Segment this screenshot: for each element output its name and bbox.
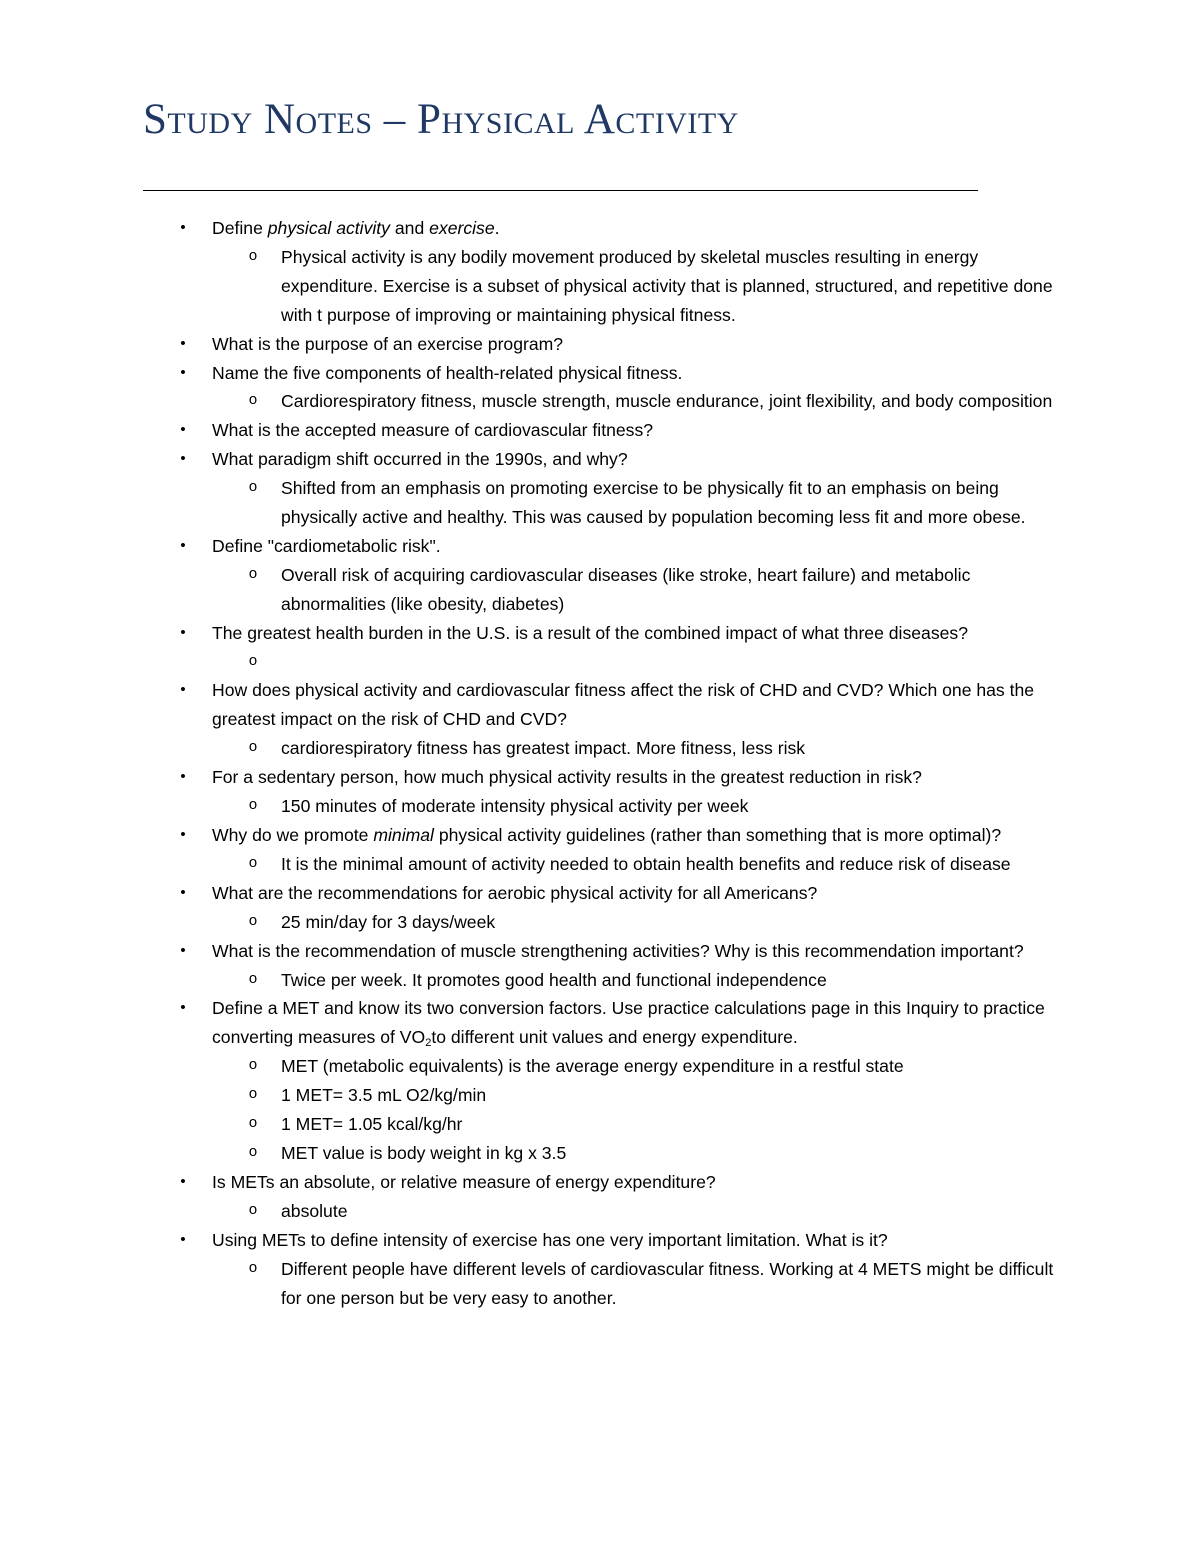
question-text-part: physical activity guidelines (rather than something that is more optimal)? (433, 825, 1002, 846)
answer-list (212, 734, 1078, 763)
bullet-icon: • (180, 1172, 186, 1190)
answer-item (210, 243, 1078, 330)
answer-text: Shifted from an emphasis on promoting exercise to be physically fit to an emphasis on being physically active and healthy. This was caused by population becoming less fit and more obese. (281, 478, 1026, 528)
question-item (143, 445, 1078, 532)
answer-item (210, 1255, 1078, 1313)
answer-list (212, 648, 1078, 677)
bullet-icon: • (180, 1230, 186, 1248)
question-item (143, 214, 1078, 330)
answer-list (212, 561, 1078, 619)
question-list-container (143, 214, 1078, 1312)
sub-bullet-icon: o (248, 970, 258, 988)
answer-item (210, 1197, 1078, 1226)
question-text: What is the accepted measure of cardiovascular fitness? (212, 420, 654, 441)
sub-bullet-icon: o (248, 1086, 258, 1104)
answer-item (210, 1110, 1078, 1139)
answer-item (210, 850, 1078, 879)
answer-text: MET (metabolic equivalents) is the average energy expenditure in a restful state (281, 1056, 904, 1077)
answer-text: It is the minimal amount of activity needed to obtain health benefits and reduce risk of disease (281, 853, 1011, 874)
question-item (143, 330, 1078, 359)
answer-item (210, 387, 1078, 416)
sub-bullet-icon: o (248, 797, 258, 815)
answer-item (210, 1139, 1078, 1168)
answer-item (210, 561, 1078, 619)
sub-bullet-icon: o (248, 1057, 258, 1075)
sub-bullet-icon: o (248, 1201, 258, 1219)
answer-item (210, 648, 1078, 677)
bullet-icon: • (180, 450, 186, 468)
answer-text: 1 MET= 1.05 kcal/kg/hr (281, 1114, 463, 1135)
question-text-part: Why do we promote (212, 825, 374, 846)
answer-text: MET value is body weight in kg x 3.5 (281, 1142, 567, 1163)
answer-item (210, 1052, 1078, 1081)
sub-bullet-icon: o (248, 247, 258, 265)
question-emphasis: minimal (373, 825, 434, 846)
question-item (143, 994, 1078, 1167)
answer-list (212, 792, 1078, 821)
answer-text: cardiorespiratory fitness has greatest impact. More fitness, less risk (281, 738, 806, 759)
question-item (143, 359, 1078, 417)
bullet-icon: • (180, 826, 186, 844)
answer-text: Cardiorespiratory fitness, muscle strength, muscle endurance, joint flexibility, and body composition (281, 391, 1053, 412)
answer-list (212, 387, 1078, 416)
question-item (143, 1168, 1078, 1226)
answer-text: Twice per week. It promotes good health and functional independence (281, 969, 827, 990)
answer-item (210, 792, 1078, 821)
sub-bullet-icon: o (248, 1259, 258, 1277)
question-text: For a sedentary person, how much physical activity results in the greatest reduction in risk? (212, 767, 922, 788)
question-list (143, 214, 1078, 1312)
answer-list (212, 1255, 1078, 1313)
bullet-icon: • (180, 681, 186, 699)
answer-text: 150 minutes of moderate intensity physical activity per week (281, 796, 749, 817)
question-text-part: Define a MET and know its two conversion factors. Use practice calculations page in this Inquiry to practice converting measures of VO (212, 998, 1045, 1048)
question-text-part: to different unit values and energy expenditure. (431, 1027, 798, 1048)
sub-bullet-icon: o (248, 565, 258, 583)
answer-list (212, 850, 1078, 879)
question-text-part: . (494, 218, 500, 238)
question-emphasis: physical activity (267, 218, 390, 238)
answer-list (212, 908, 1078, 937)
sub-bullet-icon: o (248, 1143, 258, 1161)
page-title: Study Notes – Physical Activity (143, 96, 739, 143)
question-item (143, 763, 1078, 821)
title-divider (143, 190, 978, 191)
bullet-icon: • (180, 941, 186, 959)
bullet-icon: • (180, 536, 186, 554)
answer-item (210, 1081, 1078, 1110)
answer-list (212, 474, 1078, 532)
question-text: Is METs an absolute, or relative measure of energy expenditure? (212, 1171, 716, 1192)
sub-bullet-icon: o (248, 912, 258, 930)
answer-item (210, 734, 1078, 763)
sub-bullet-icon: o (248, 1115, 258, 1133)
question-text: What are the recommendations for aerobic physical activity for all Americans? (212, 882, 818, 903)
question-text (212, 825, 1001, 845)
answer-list (212, 1052, 1078, 1168)
answer-list (212, 966, 1078, 995)
answer-item (210, 474, 1078, 532)
question-text: What is the purpose of an exercise program? (212, 333, 564, 354)
answer-text: Overall risk of acquiring cardiovascular diseases (like stroke, heart failure) and metabolic abnormalities (like obesity, diabetes) (281, 564, 971, 614)
question-text: Define "cardiometabolic risk". (212, 535, 441, 556)
sub-bullet-icon: o (248, 392, 258, 410)
answer-list (212, 243, 1078, 330)
bullet-icon: • (180, 623, 186, 641)
question-item (143, 676, 1078, 763)
answer-text: Different people have different levels of cardiovascular fitness. Working at 4 METS might be difficult for one person but be very easy to another. (281, 1258, 1054, 1308)
question-text: What is the recommendation of muscle strengthening activities? Why is this recommendation important? (212, 940, 1024, 961)
bullet-icon: • (180, 768, 186, 786)
question-item (143, 937, 1078, 995)
question-item (143, 1226, 1078, 1313)
bullet-icon: • (180, 883, 186, 901)
question-item (143, 619, 1078, 677)
bullet-icon: • (180, 999, 186, 1017)
question-item (143, 821, 1078, 879)
question-text (212, 218, 500, 238)
question-text: How does physical activity and cardiovascular fitness affect the risk of CHD and CVD? Which one has the greatest impact on the risk of CHD and CVD? (212, 680, 1035, 730)
question-text: The greatest health burden in the U.S. is a result of the combined impact of what three diseases? (212, 622, 968, 643)
question-text: Using METs to define intensity of exercise has one very important limitation. What is it? (212, 1229, 888, 1250)
bullet-icon: • (180, 421, 186, 439)
sub-bullet-icon: o (248, 479, 258, 497)
sub-bullet-icon: o (248, 739, 258, 757)
sub-bullet-icon: o (248, 854, 258, 872)
question-text-part: and (389, 218, 430, 238)
question-text: Name the five components of health-related physical fitness. (212, 362, 683, 383)
answer-text: 25 min/day for 3 days/week (281, 911, 496, 932)
question-text: What paradigm shift occurred in the 1990s, and why? (212, 449, 628, 470)
sub-bullet-icon: o (248, 652, 258, 670)
answer-list (212, 1197, 1078, 1226)
question-item (143, 416, 1078, 445)
question-item (143, 532, 1078, 619)
answer-text: Physical activity is any bodily movement produced by skeletal muscles resulting in energy expenditure. Exercise is a subset of physical activity that is planned, structured, and repetitive done with t purpose of improving or maintaining physical fitness. (281, 246, 1053, 325)
bullet-icon: • (180, 334, 186, 352)
question-text (212, 998, 1045, 1050)
bullet-icon: • (180, 219, 186, 236)
answer-item (210, 966, 1078, 995)
subscript: 2 (425, 1037, 432, 1050)
answer-text: absolute (281, 1200, 348, 1221)
question-text-part: Define (212, 218, 268, 238)
bullet-icon: • (180, 363, 186, 381)
answer-item (210, 908, 1078, 937)
question-item (143, 879, 1078, 937)
question-emphasis: exercise (429, 218, 495, 238)
answer-text: 1 MET= 3.5 mL O2/kg/min (281, 1085, 487, 1106)
